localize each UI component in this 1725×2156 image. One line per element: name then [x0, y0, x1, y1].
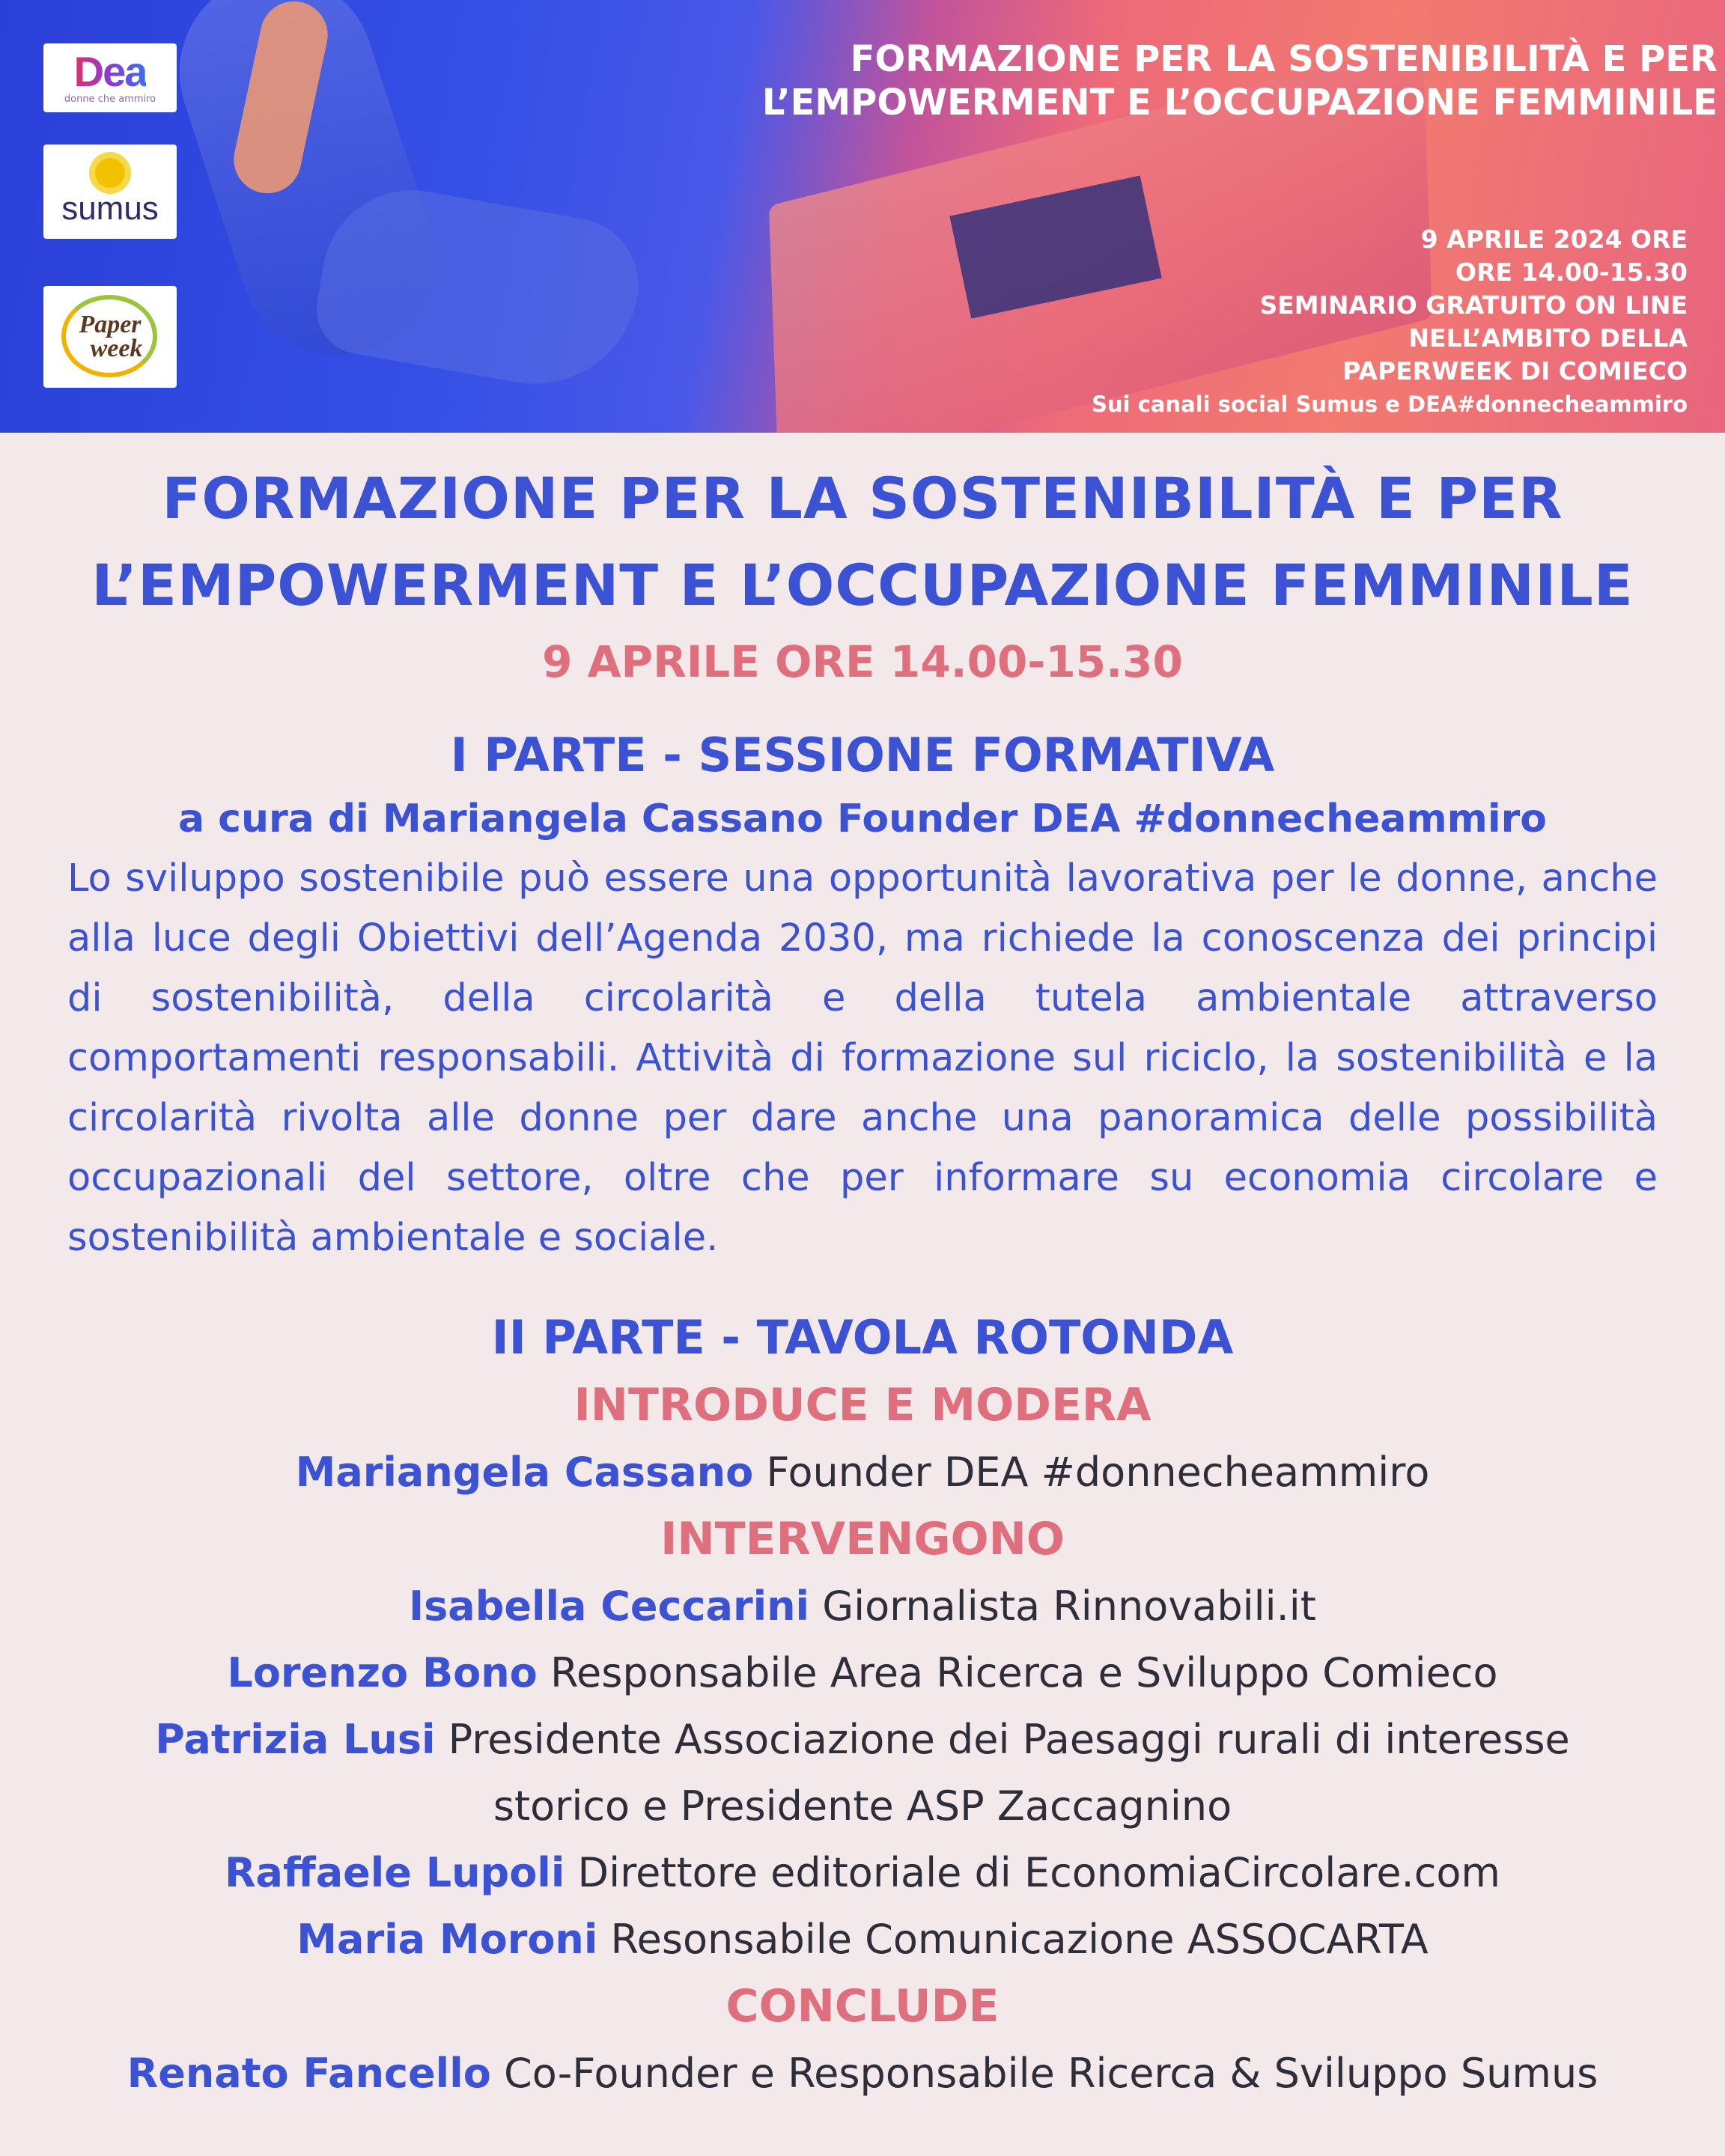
banner-info-line: SEMINARIO GRATUITO ON LINE — [1259, 290, 1688, 320]
person-name: Patrizia Lusi — [155, 1716, 436, 1763]
sunflower-icon — [95, 158, 125, 188]
header-banner — [0, 0, 1725, 433]
paperweek-logo — [43, 286, 177, 388]
banner-info-line: 9 APRILE 2024 ORE — [1420, 225, 1688, 254]
speaker-entry — [0, 1706, 1725, 1839]
person-name: Isabella Ceccarini — [409, 1583, 810, 1630]
person-role: Founder DEA #donnecheammiro — [766, 1449, 1430, 1496]
moderator-label: INTRODUCE E MODERA — [574, 1379, 1151, 1431]
person-name: Renato Fancello — [127, 2050, 491, 2097]
sumus-logo-text: sumus — [61, 190, 159, 227]
speakers-label: INTERVENGONO — [660, 1513, 1065, 1565]
banner-info-line: PAPERWEEK DI COMIECO — [1342, 356, 1688, 386]
person-role: Direttore editoriale di EconomiaCircolare.com — [577, 1849, 1501, 1896]
moderator-entry — [0, 1439, 1725, 1505]
speaker-entry — [0, 1573, 1725, 1639]
person-name: Maria Moroni — [296, 1916, 598, 1963]
dea-logo — [43, 43, 177, 112]
banner-event-info — [864, 223, 1688, 421]
person-role: Presidente Associazione dei Paesaggi rurali di interesse — [448, 1716, 1570, 1763]
event-date: 9 APRILE ORE 14.00-15.30 — [542, 636, 1183, 687]
person-role: Giornalista Rinnovabili.it — [822, 1583, 1316, 1630]
dea-logo-tagline: donne che ammiro — [64, 93, 156, 105]
speaker-entry — [0, 1839, 1725, 1906]
person-name: Lorenzo Bono — [227, 1649, 538, 1696]
banner-title: FORMAZIONE PER LA SOSTENIBILITÀ E PER L’EMPOWERMENT E L’OCCUPAZIONE FEMMINILE — [761, 38, 1718, 124]
part1-byline: a cura di Mariangela Cassano Founder DEA #donnecheammiro — [177, 797, 1548, 841]
person-name: Raffaele Lupoli — [224, 1849, 565, 1896]
person-role: Resonsabile Comunicazione ASSOCARTA — [610, 1916, 1429, 1963]
part2-title: II PARTE - TAVOLA ROTONDA — [491, 1310, 1234, 1365]
person-name: Mariangela Cassano — [295, 1449, 754, 1496]
person-role-continued: storico e Presidente ASP Zaccagnino — [493, 1782, 1232, 1830]
main-content — [0, 433, 1725, 2107]
page-title: FORMAZIONE PER LA SOSTENIBILITÀ E PER L’EMPOWERMENT E L’OCCUPAZIONE FEMMINILE — [91, 465, 1634, 618]
sumus-logo — [43, 144, 177, 239]
closing-label: CONCLUDE — [725, 1980, 1000, 2032]
banner-photo-hand — [309, 176, 649, 400]
speaker-entry — [0, 1639, 1725, 1706]
banner-info-line: NELL’AMBITO DELLA — [1408, 323, 1688, 353]
banner-social-line: Sui canali social Sumus e DEA#donnecheammiro — [1092, 392, 1688, 417]
closing-entry — [0, 2040, 1725, 2107]
part1-title: I PARTE - SESSIONE FORMATIVA — [450, 728, 1275, 782]
banner-info-line: ORE 14.00-15.30 — [1455, 258, 1688, 287]
speaker-entry — [0, 1906, 1725, 1973]
paperweek-logo-text: Paper week — [79, 311, 143, 362]
part1-description: Lo sviluppo sostenibile può essere una opportunità lavorativa per le donne, anche alla luce degli Obiettivi dell’Agenda 2030, ma richiede la conoscenza dei principi di sostenibilità, della circolarità e della tutela ambientale attraverso comportamenti responsabili. Attività di formazione sul riciclo, la sostenibilità e la circolarità rivolta alle donne per dare anche una panoramica delle possibilità occupazionali del settore, oltre che per informare su economia circolare e sostenibilità ambientale e sociale. — [67, 856, 1658, 1260]
person-role: Co-Founder e Responsabile Ricerca & Sviluppo Sumus — [503, 2050, 1598, 2097]
dea-logo-mark: Dea — [73, 47, 147, 95]
person-role: Responsabile Area Ricerca e Sviluppo Comieco — [550, 1649, 1498, 1696]
